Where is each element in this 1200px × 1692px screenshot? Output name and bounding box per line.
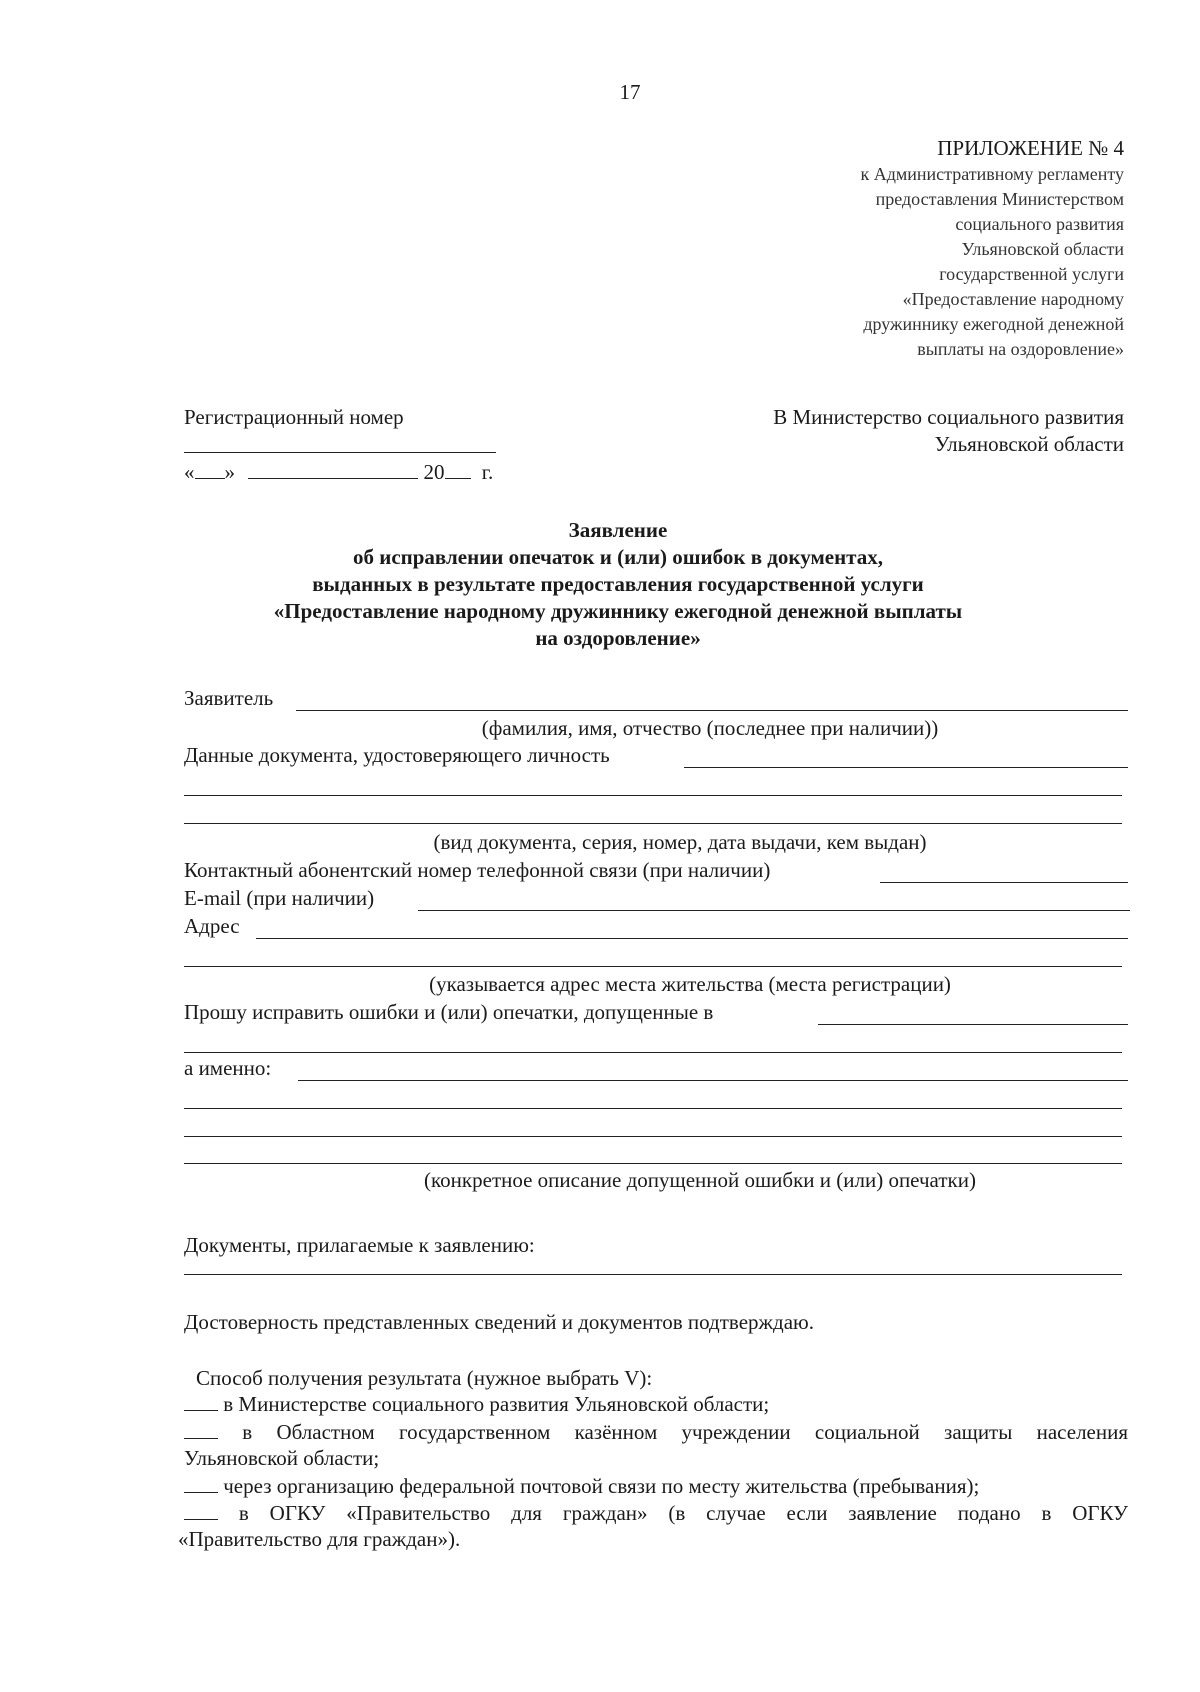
addressee-line: Ульяновской области [934, 432, 1124, 456]
correction-request-label: Прошу исправить ошибки и (или) опечатки, допущенные в [184, 1000, 714, 1024]
day-blank[interactable] [195, 460, 225, 479]
email-label: E-mail (при наличии) [184, 886, 375, 910]
appendix-line: предоставления Министерством [875, 189, 1124, 209]
document-title-line: на оздоровление» [535, 626, 701, 650]
year-blank[interactable] [445, 460, 471, 479]
namely-field-line[interactable] [184, 1108, 1122, 1109]
address-label: Адрес [184, 914, 240, 938]
addressee-line: В Министерство социального развития [773, 405, 1124, 429]
registration-date: « » 20 г. [184, 460, 494, 484]
checkbox-blank[interactable] [184, 1420, 218, 1439]
identity-document-field[interactable] [684, 767, 1128, 768]
registration-number-label: Регистрационный номер [184, 405, 404, 429]
namely-field-line[interactable] [184, 1136, 1122, 1137]
checkbox-blank[interactable] [184, 1392, 218, 1411]
address-field-line[interactable] [184, 966, 1122, 967]
option-label: в ОГКУ «Правительство для граждан» (в случае если заявление подано в ОГКУ [238, 1501, 1128, 1525]
document-title-line: «Предоставление народному дружиннику ежегодной денежной выплаты [273, 599, 963, 623]
option-label: в Министерстве социального развития Ульяновской области; [223, 1392, 770, 1416]
correction-document-field[interactable] [818, 1024, 1128, 1025]
option-label: через организацию федеральной почтовой связи по месту жительства (пребывания); [223, 1474, 980, 1498]
delivery-option-social-protection[interactable] [184, 1420, 1128, 1445]
applicant-hint: (фамилия, имя, отчество (последнее при наличии)) [481, 716, 939, 740]
delivery-option-ministry[interactable] [184, 1392, 769, 1417]
confirmation-text: Достоверность представленных сведений и документов подтверждаю. [184, 1310, 814, 1334]
appendix-line: дружиннику ежегодной денежной [863, 314, 1124, 334]
month-blank[interactable] [248, 460, 418, 479]
attached-documents-field[interactable] [184, 1274, 1122, 1275]
namely-field-line[interactable] [184, 1163, 1122, 1164]
delivery-option-post[interactable] [184, 1474, 979, 1499]
phone-label: Контактный абонентский номер телефонной связи (при наличии) [184, 858, 771, 882]
delivery-option-mfc-cont: «Правительство для граждан»). [178, 1527, 461, 1551]
appendix-line: к Административному регламенту [860, 164, 1124, 184]
address-field[interactable] [256, 938, 1128, 939]
address-hint: (указывается адрес места жительства (места регистрации) [429, 972, 951, 996]
identity-document-hint: (вид документа, серия, номер, дата выдачи, кем выдан) [433, 830, 927, 854]
checkbox-blank[interactable] [184, 1501, 218, 1520]
appendix-line: социального развития [955, 214, 1124, 234]
checkbox-blank[interactable] [184, 1474, 218, 1493]
option-label: в Областном государственном казённом учреждении социальной защиты населения [242, 1420, 1129, 1444]
appendix-line: «Предоставление народному [902, 289, 1124, 309]
document-title-line: об исправлении опечаток и (или) ошибок в документах, [352, 545, 883, 569]
appendix-title: ПРИЛОЖЕНИЕ № 4 [937, 136, 1124, 160]
identity-document-field-line[interactable] [184, 823, 1122, 824]
appendix-line: выплаты на оздоровление» [917, 339, 1124, 359]
appendix-line: Ульяновской области [961, 239, 1124, 259]
appendix-line: государственной услуги [939, 264, 1124, 284]
attached-documents-label: Документы, прилагаемые к заявлению: [184, 1233, 535, 1257]
page-number: 17 [619, 80, 641, 104]
delivery-option-mfc[interactable] [184, 1501, 1128, 1526]
registration-number-line[interactable] [184, 452, 496, 453]
namely-field[interactable] [298, 1080, 1128, 1081]
delivery-option-social-protection-cont: Ульяновской области; [184, 1446, 380, 1470]
document-title: Заявление [568, 518, 668, 542]
namely-label: а именно: [184, 1056, 272, 1080]
phone-field[interactable] [880, 882, 1128, 883]
identity-document-field-line[interactable] [184, 795, 1122, 796]
correction-document-field-line[interactable] [184, 1052, 1122, 1053]
email-field[interactable] [418, 910, 1130, 911]
delivery-method-label: Способ получения результата (нужное выбрать V): [196, 1366, 653, 1390]
document-title-line: выданных в результате предоставления государственной услуги [312, 572, 924, 596]
applicant-field[interactable] [296, 710, 1128, 711]
namely-hint: (конкретное описание допущенной ошибки и (или) опечатки) [424, 1168, 976, 1192]
identity-document-label: Данные документа, удостоверяющего личность [184, 743, 610, 767]
applicant-label: Заявитель [184, 686, 274, 710]
